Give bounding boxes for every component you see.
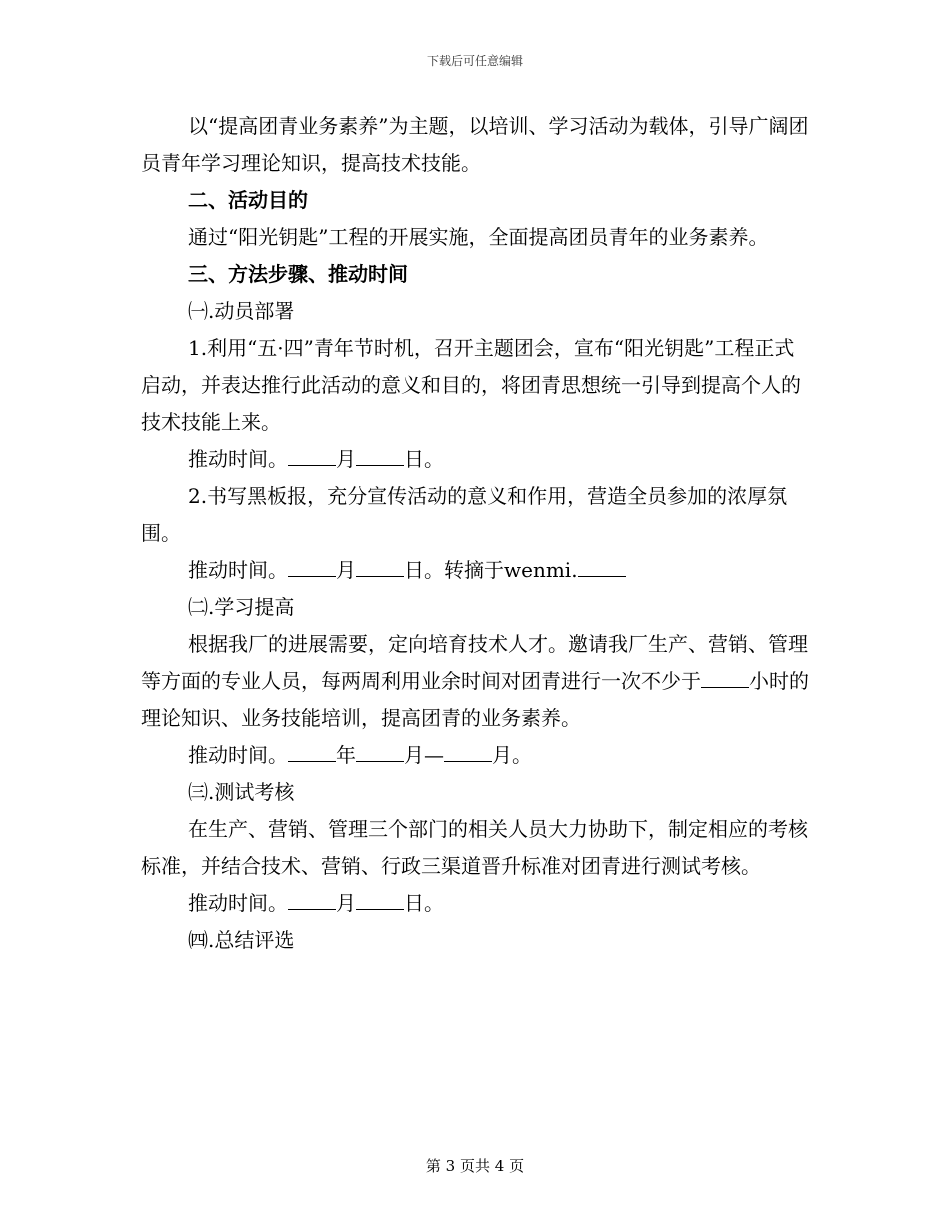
schedule-line-1 — [141, 441, 809, 478]
page-footer-number: 第 3 页共 4 页 — [425, 1157, 525, 1175]
day-label: 日。 — [404, 891, 444, 915]
month-label: 月 — [336, 558, 356, 582]
blank-line — [356, 889, 404, 910]
mobilization-item-1: 1.利用“五·四”青年节时机，召开主题团会，宣布“阳光钥匙”工程正式启动，并表达推行此活动的意义和目的，将团青思想统一引导到提高个人的技术技能上来。 — [141, 336, 801, 434]
page-header-note: 下载后可任意编辑 — [426, 54, 523, 68]
month-end-label: 月。 — [492, 743, 532, 767]
day-label: 日。 — [404, 558, 444, 582]
subsection-mobilization: ㈠.动员部署 — [188, 299, 295, 323]
schedule-prefix: 推动时间。 — [188, 743, 288, 767]
month-label: 月 — [336, 447, 356, 471]
blank-line — [578, 556, 626, 577]
month-dash-label: 月— — [404, 743, 444, 767]
blank-line — [356, 741, 404, 762]
study-text-b: 小时的理论知识、业务技能培训，提高团青的业务素养。 — [141, 669, 809, 730]
subsection-assessment: ㈢.测试考核 — [188, 780, 295, 804]
blank-line — [444, 741, 492, 762]
blank-line — [701, 667, 749, 688]
repost-note: 转摘于wenmi. — [444, 558, 578, 582]
blank-line — [356, 445, 404, 466]
schedule-prefix: 推动时间。 — [188, 558, 288, 582]
year-label: 年 — [336, 743, 356, 767]
schedule-line-4 — [141, 885, 809, 922]
day-label: 日。 — [404, 447, 444, 471]
blank-line — [288, 556, 336, 577]
study-text-a: 根据我厂的进展需要，定向培育技术人才。邀请我厂生产、营销、管理等方面的专业人员，每两周利用业余时间对团青进行一次不少于 — [141, 632, 808, 693]
mobilization-item-2: 2.书写黑板报，充分宣传活动的意义和作用，营造全员参加的浓厚氛围。 — [141, 484, 788, 545]
schedule-prefix: 推动时间。 — [188, 447, 288, 471]
schedule-prefix: 推动时间。 — [188, 891, 288, 915]
blank-line — [356, 556, 404, 577]
blank-line — [288, 445, 336, 466]
blank-line — [288, 889, 336, 910]
section-heading-steps: 三、方法步骤、推动时间 — [188, 262, 408, 286]
document-body — [141, 108, 809, 959]
purpose-paragraph: 通过“阳光钥匙”工程的开展实施，全面提高团员青年的业务素养。 — [188, 225, 769, 249]
assessment-paragraph: 在生产、营销、管理三个部门的相关人员大力协助下，制定相应的考核标准，并结合技术、营销、行政三渠道晋升标准对团青进行测试考核。 — [141, 817, 808, 878]
schedule-line-3 — [141, 737, 809, 774]
subsection-study: ㈡.学习提高 — [188, 595, 295, 619]
blank-line — [288, 741, 336, 762]
month-label: 月 — [336, 891, 356, 915]
subsection-summary: ㈣.总结评选 — [188, 928, 295, 952]
study-paragraph — [141, 626, 809, 737]
intro-paragraph: 以“提高团青业务素养”为主题，以培训、学习活动为载体，引导广阔团员青年学习理论知识，提高技术技能。 — [141, 114, 809, 175]
section-heading-purpose: 二、活动目的 — [188, 188, 308, 212]
schedule-line-2 — [141, 552, 809, 589]
